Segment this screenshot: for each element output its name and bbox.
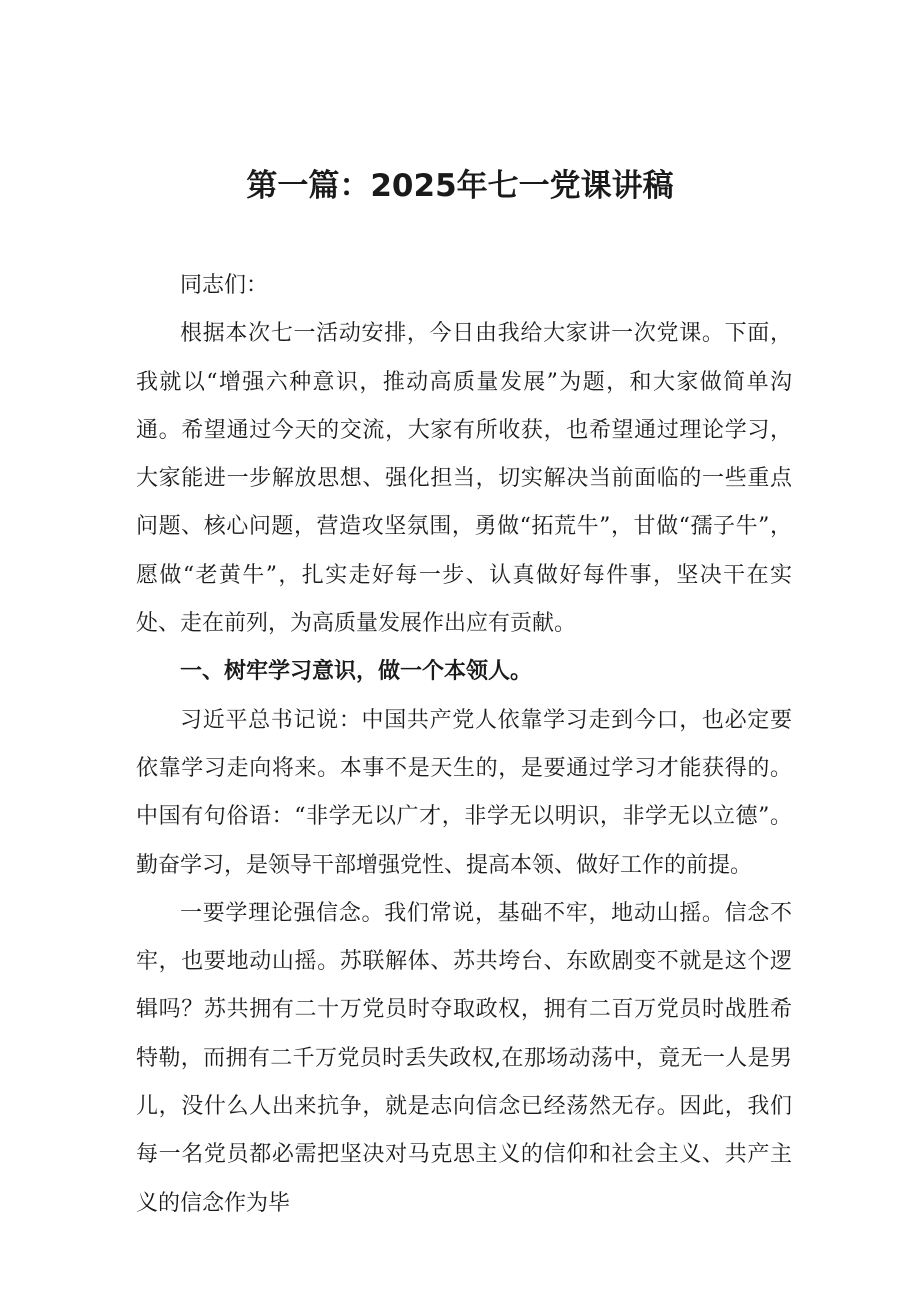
section-paragraph: 一要学理论强信念。我们常说，基础不牢，地动山摇。信念不牢，也要地动山摇。苏联解体、苏共垮台、东欧剧变不就是这个逻辑吗？苏共拥有二十万党员时夺取政权，拥有二百万党员时战胜希特勒，而拥有二千万党员时丢失政权,在那场动荡中，竟无一人是男儿，没什么人出来抗争，就是志向信念已经荡然无存。因此，我们每一名党员都必需把坚决对马克思主义的信仰和社会主义、共产主义的信念作为毕 bbox=[136, 900, 792, 1216]
salutation: 同志们： bbox=[180, 273, 269, 298]
intro-paragraph: 根据本次七一活动安排，今日由我给大家讲一次党课。下面，我就以“增强六种意识，推动高质量发展”为题，和大家做简单沟通。希望通过今天的交流，大家有所收获，也希望通过理论学习，大家能进一步解放思想、强化担当，切实解决当前面临的一些重点问题、核心问题，营造攻坚氛围，勇做“拓荒牛”，甘做“孺子牛”，愿做“老黄牛”，扎实走好每一步、认真做好每件事，坚决干在实处、走在前列，为高质量发展作出应有贡献。 bbox=[136, 321, 792, 637]
section-heading: 一、树牢学习意识，做一个本领人。 bbox=[180, 659, 533, 685]
document-title: 第一篇：2025年七一党课讲稿 bbox=[246, 168, 674, 204]
section-paragraph: 习近平总书记说：中国共产党人依靠学习走到今口，也必定要依靠学习走向将来。本事不是天生的，是要通过学习才能获得的。中国有句俗语：“非学无以广才，非学无以明识，非学无以立德”。勤奋学习，是领导干部增强党性、提高本领、做好工作的前提。 bbox=[136, 707, 792, 878]
document-body bbox=[136, 262, 792, 1228]
